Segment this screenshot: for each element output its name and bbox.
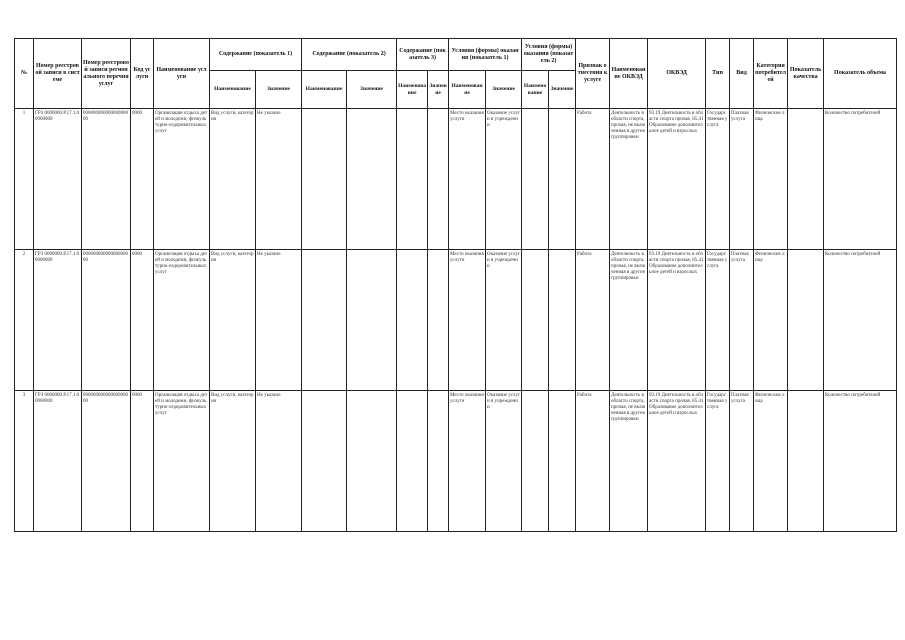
cell-sign: Работа [576, 391, 610, 532]
col-category: Категория потребителей [754, 39, 788, 109]
cell-f1-value: Оказание услуги в учреждении [486, 391, 522, 532]
cell-f1-name: Место оказания услуги [449, 109, 486, 250]
cell-c2-name [302, 250, 347, 391]
cell-type: Государственная услуга [706, 391, 730, 532]
col-reg-number-list: Номер реестровой записи регионального перечня услуг [82, 39, 131, 109]
cell-code: 0000 [131, 250, 154, 391]
cell-num: 2 [15, 250, 34, 391]
subcol-cond2-name: Наименование [522, 71, 549, 109]
subcol-content2-value: Значение [347, 71, 397, 109]
col-num: № [15, 39, 34, 109]
cell-list: 00000000000000000000 [82, 109, 131, 250]
cell-f2-name [522, 109, 549, 250]
col-cond2: Условия (формы) оказания (показатель 2) [522, 39, 576, 71]
cell-list: 00000000000000000000 [82, 250, 131, 391]
cell-c1-value: Не указано [256, 391, 302, 532]
cell-quality [788, 109, 824, 250]
header-row-1 [15, 39, 897, 71]
cell-name: Организация отдыха детей и молодежи, физкультурно-оздоровительных услуг [154, 250, 210, 391]
cell-f1-name: Место оказания услуги [449, 391, 486, 532]
cell-code: 0000 [131, 391, 154, 532]
cell-c2-value [347, 391, 397, 532]
col-sign: Признак отнесения к услуге [576, 39, 610, 109]
cell-c2-name [302, 391, 347, 532]
cell-reg: ГРЗ 0000000.Р.17.1.00000000 [34, 109, 82, 250]
cell-okved-code: 93.19 Деятельность в области спорта прочая, 85.41 Образование дополнительное детей и взрослых [648, 391, 706, 532]
cell-okved: Деятельность в области спорта, прочая, не включенная в другие группировки [610, 250, 648, 391]
cell-okved-code: 93.19 Деятельность в области спорта прочая, 85.41 Образование дополнительное детей и взрослых [648, 250, 706, 391]
subcol-content3-name: Наименование [397, 71, 428, 109]
cell-sign: Работа [576, 250, 610, 391]
col-code: Код услуги [131, 39, 154, 109]
cell-f2-value [549, 109, 576, 250]
cell-f1-value: Оказание услуги в учреждении [486, 109, 522, 250]
cell-c2-value [347, 109, 397, 250]
cell-name: Организация отдыха детей и молодежи, физкультурно-оздоровительных услуг [154, 391, 210, 532]
col-reg-number: Номер реестровой записи в системе [34, 39, 82, 109]
cell-okved: Деятельность в области спорта, прочая, не включенная в другие группировки [610, 109, 648, 250]
col-type: Тип [706, 39, 730, 109]
cell-c1-name: Вид услуги, категория [210, 391, 256, 532]
cell-c3-name [397, 391, 428, 532]
cell-code: 0000 [131, 109, 154, 250]
cell-c3-value [428, 391, 449, 532]
cell-num: 3 [15, 391, 34, 532]
cell-okved-code: 93.19 Деятельность в области спорта прочая, 85.41 Образование дополнительное детей и взрослых [648, 109, 706, 250]
cell-kind: Платная услуга [730, 250, 754, 391]
col-kind: Вид [730, 39, 754, 109]
cell-name: Организация отдыха детей и молодежи, физкультурно-оздоровительных услуг [154, 109, 210, 250]
cell-c1-value: Не указано [256, 250, 302, 391]
registry-sheet [14, 38, 896, 532]
cell-kind: Платная услуга [730, 109, 754, 250]
table-row [15, 250, 897, 391]
col-content1: Содержание (показатель 1) [210, 39, 302, 71]
cell-f2-name [522, 391, 549, 532]
table-row [15, 109, 897, 250]
table-row [15, 391, 897, 532]
cell-c3-name [397, 109, 428, 250]
col-name: Наименование услуги [154, 39, 210, 109]
cell-f2-name [522, 250, 549, 391]
col-content3: Содержание (показатель 3) [397, 39, 449, 71]
cell-c1-value: Не указано [256, 109, 302, 250]
col-content2: Содержание (показатель 2) [302, 39, 397, 71]
col-quality: Показатель качества [788, 39, 824, 109]
cell-f2-value [549, 250, 576, 391]
cell-okved: Деятельность в области спорта, прочая, не включенная в другие группировки [610, 391, 648, 532]
cell-f2-value [549, 391, 576, 532]
subcol-content2-name: Наименование [302, 71, 347, 109]
col-okved-code: ОКВЭД [648, 39, 706, 109]
cell-category: Физические лица [754, 391, 788, 532]
cell-c1-name: Вид услуги, категория [210, 109, 256, 250]
cell-list: 00000000000000000000 [82, 391, 131, 532]
cell-kind: Платная услуга [730, 391, 754, 532]
registry-table [14, 38, 897, 532]
subcol-cond1-value: Значение [486, 71, 522, 109]
subcol-cond2-value: Значение [549, 71, 576, 109]
col-cond1: Условия (формы) оказания (показатель 1) [449, 39, 522, 71]
subcol-content1-value: Значение [256, 71, 302, 109]
cell-category: Физические лица [754, 109, 788, 250]
cell-num: 1 [15, 109, 34, 250]
subcol-cond1-name: Наименование [449, 71, 486, 109]
subcol-content1-name: Наименование [210, 71, 256, 109]
cell-c1-name: Вид услуги, категория [210, 250, 256, 391]
cell-c3-value [428, 109, 449, 250]
cell-quality [788, 250, 824, 391]
cell-category: Физические лица [754, 250, 788, 391]
cell-type: Государственная услуга [706, 109, 730, 250]
cell-reg: ГРЗ 0000000.Р.17.1.00000000 [34, 391, 82, 532]
cell-f1-name: Место оказания услуги [449, 250, 486, 391]
col-volume: Показатель объема [824, 39, 897, 109]
cell-volume: Количество потребителей [824, 250, 897, 391]
cell-c3-value [428, 250, 449, 391]
col-okved: Наименование ОКВЭД [610, 39, 648, 109]
cell-volume: Количество потребителей [824, 109, 897, 250]
cell-c3-name [397, 250, 428, 391]
cell-sign: Работа [576, 109, 610, 250]
cell-c2-name [302, 109, 347, 250]
cell-f1-value: Оказание услуги в учреждении [486, 250, 522, 391]
cell-volume: Количество потребителей [824, 391, 897, 532]
subcol-content3-value: Значение [428, 71, 449, 109]
cell-c2-value [347, 250, 397, 391]
cell-reg: ГРЗ 0000000.Р.17.1.00000000 [34, 250, 82, 391]
cell-type: Государственная услуга [706, 250, 730, 391]
cell-quality [788, 391, 824, 532]
